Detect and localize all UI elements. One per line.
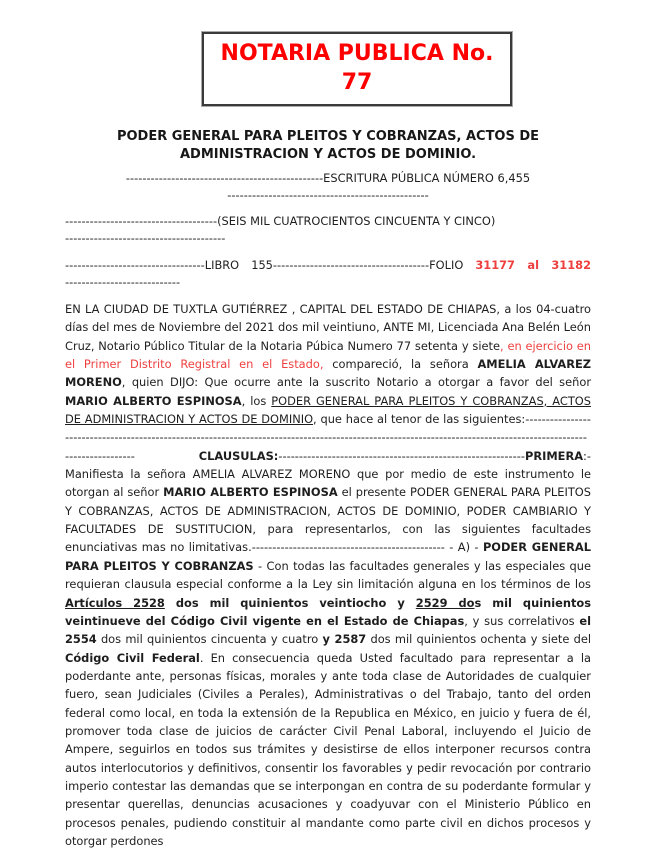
district-clause: , en ejercicio en el Primer Distrito Registral en el Estado, [65,338,592,372]
notary-header-box [202,32,512,106]
text-segment: - Con todas las facultades generales y las especiales que requieran clausula especial conforme a la Ley sin limitación alguna en los términos de los [65,558,591,592]
article-2529: 2529 do [415,595,475,610]
section-a-title: PODER GENERAL PARA PLEITOS Y COBRANZAS [65,540,592,573]
text-segment: dos mil quinientos veintiocho y [164,595,416,610]
text-segment: ---------------------------------------------------------------------------------------------------------------------------------------------------------------- [65,412,591,463]
attorney-name: MARIO ALBERTO ESPINOSA [65,393,242,408]
document-content [65,128,591,848]
numero-letras-line: -------------------------------------(SEIS MIL CUATROCIENTOS CINCUENTA Y CINCO) [65,214,496,228]
document-title-line-1: PODER GENERAL PARA PLEITOS Y COBRANZAS, ACTOS DE [116,129,540,144]
text-segment: dos mil quinientos ochenta y siete del [366,632,592,647]
libro-dash-line: ---------------------------- [65,275,181,289]
text-segment: , los [241,393,272,408]
grantor-name: AMELIA ALVAREZ MORENO [65,357,592,390]
text-segment: dos mil quinientos cincuenta y cuatro [96,632,323,647]
attorney-name: MARIO ALBERTO ESPINOSA [163,485,338,500]
text-segment: s mil quinientos veintinueve del Código Civil vigente en el Estado de Chiapas [65,595,591,628]
text-segment: . En consecuencia queda Usted facultado para representar a la poderdante ante, personas físicas, morales y ante toda clase de Autoridades de cualquier fuero, sean Judiciales (Civiles a Perales), Administrativas o del Trabajo, tanto del orden federal como local, en toda la extensión de la Republica en México, en juicio y fuera de él, promover toda clase de juicios de carácter Civil Penal Laboral, incluyendo el Juicio de Ampere, seguirlos en todos sus trámites y desistirse de ellos interponer recursos contra autos interlocutorios y definitivos, consentir los favorables y pedir revocación por contrario imperio contestar las demandas que se interpongan en contra de su poderdante formular y presentar querellas, denuncias acusaciones y coadyuvar con el Ministerio Público en procesos penales, pudiendo constituir al mandante como parte civil en dichos procesos y otorgar perdones [65,650,591,848]
text-segment: EN LA CIUDAD DE TUXTLA GUTIÉRREZ , CAPITAL DEL ESTADO DE CHIAPAS, a los 04-cuatro días del mes de Noviembre del 2021 dos mil veintiuno, ANTE MI, Licenciada Ana Belén León Cruz, Notario Público Titular de la Notaria Púbica Numero 77 setenta y siete [65,302,591,353]
text-segment: el presente PODER GENERAL PARA PLEITOS Y COBRANZAS, ACTOS DE ADMINISTRACION, ACTOS DE DOMINIO, PODER CAMBIARIO Y FACULTADES DE SUSTITUCION, para representarlos, con las siguientes facultades enunciativas mas no limitativas. [65,485,591,555]
text-segment: compareció, la señora [323,357,478,372]
article-2528: Artículos 2528 [65,595,165,610]
escritura-block [65,170,591,204]
body-paragraph [65,300,591,848]
clausulas-heading: CLAUSULAS: [198,448,279,463]
numero-letras-block [65,213,591,247]
escritura-number-line: ------------------------------------------------ESCRITURA PÚBLICA NÚMERO 6,455 [125,171,531,185]
power-title: PODER GENERAL PARA PLEITOS Y COBRANZAS, ACTOS DE ADMINISTRACION Y ACTOS DE DOMINIO [65,393,591,427]
text-segment: , quien DIJO: Que ocurre ante la suscrito Notario a otorgar a favor del señor [121,375,591,390]
article-2554: el 2554 [65,613,592,647]
escritura-dash-line: ------------------------------------------------- [227,188,429,202]
numero-letras-dash-line: --------------------------------------- [65,231,226,245]
text-segment: :- Manifiesta la señora AMELIA ALVAREZ MORENO que por medio de este instrumento le otorgan al señor [65,448,591,500]
libro-folio-label: ----------------------------------LIBRO 155--------------------------------------FOLIO [65,258,476,272]
article-2587: y 2587 [322,632,367,647]
text-segment: ------------------------------------------------------------ [278,448,525,463]
text-segment: , que hace al tenor de las siguientes: [313,412,526,427]
codigo-civil-federal: Código Civil Federal [65,650,200,665]
libro-folio-block [65,257,591,291]
notary-office-title: NOTARIA PUBLICA No. 77 [220,41,494,95]
document-title [65,128,591,164]
libro-folio-line [65,257,591,274]
document-title-line-2: ADMINISTRACION Y ACTOS DE DOMINIO. [179,147,477,162]
text-segment: ----------------------------------------------- - A) - [251,540,483,555]
folio-range: 31177 al 31182 [475,258,591,272]
primera-heading: PRIMERA [524,448,584,463]
text-segment: , y sus correlativos [464,613,580,628]
